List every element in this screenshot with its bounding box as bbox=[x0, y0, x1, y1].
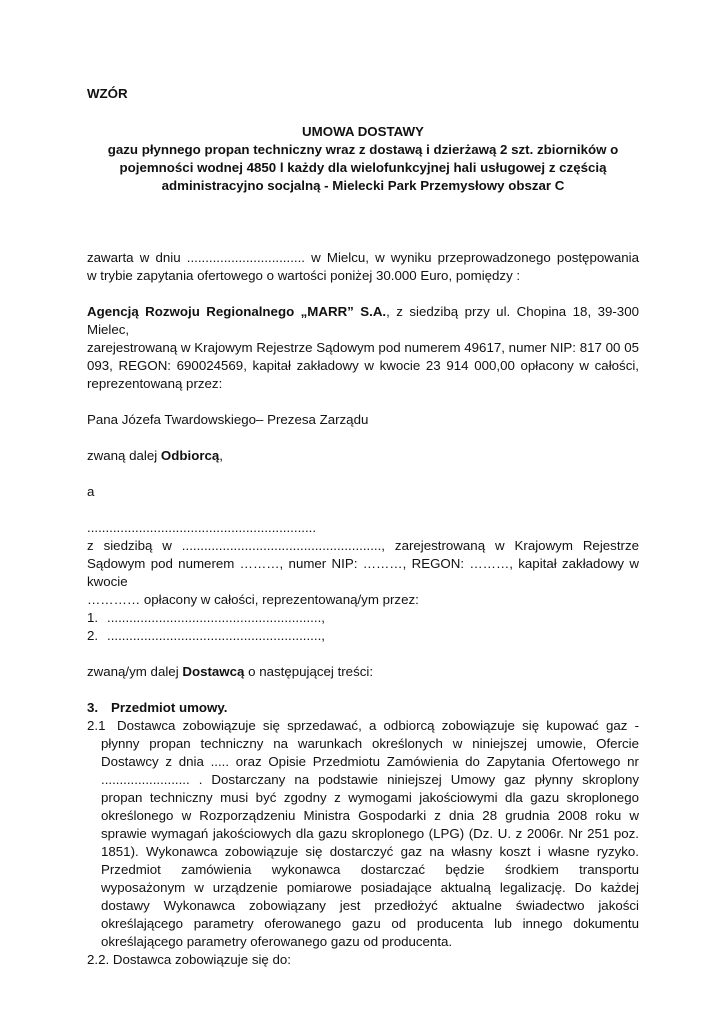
spacer bbox=[87, 195, 639, 249]
party1-called-prefix: zwaną dalej bbox=[87, 448, 161, 463]
party2-rep-1 bbox=[87, 609, 639, 627]
clause-2-1-body bbox=[101, 735, 639, 951]
party1-line-2: zarejestrowaną w Krajowym Rejestrze Sądowym pod numerem 49617, numer NIP: 817 00 05 bbox=[87, 340, 639, 355]
party1-representative: Pana Józefa Twardowskiego– Prezesa Zarządu bbox=[87, 412, 369, 427]
party2-called bbox=[87, 663, 639, 681]
section-number: 3. bbox=[87, 700, 99, 715]
clause-2-1 bbox=[87, 717, 639, 735]
title-block bbox=[87, 123, 639, 195]
clause-line: wyposażonym w urządzenie pomiarowe posiadające aktualną legalizację. Do każdej bbox=[101, 880, 639, 895]
clause-line: sprawie wymagań jakościowych dla gazu skroplonego (LPG) (Dz. U. z 2006r. Nr 251 poz. bbox=[101, 826, 639, 841]
clause-line: określającego parametry oferowanego gazu od producenta lub innego dokumentu bbox=[101, 916, 639, 931]
clause-line: propan techniczny musi być zgodny z wymogami jakościowymi dla gazu skroplonego bbox=[101, 790, 639, 805]
spacer bbox=[87, 429, 639, 447]
party1-name: Agencją Rozwoju Regionalnego „MARR” S.A. bbox=[87, 304, 387, 319]
party1-called-suffix: , bbox=[219, 448, 223, 463]
list-number: 1. bbox=[87, 610, 99, 625]
party1-called-name: Odbiorcą bbox=[160, 448, 220, 463]
party2-line-1: z siedzibą w ......................................................, zarejestrowaną w Krajowym Rejestrze bbox=[87, 538, 639, 553]
list-text: .........................................................., bbox=[107, 610, 325, 625]
clause-last-line: określającego parametry oferowanego gazu od producenta. bbox=[101, 934, 453, 949]
party1-line-1 bbox=[87, 303, 639, 339]
clause-line: Przedmiot zamówienia wykonawca dostarczać będzie środkiem transportu bbox=[101, 862, 639, 877]
spacer bbox=[87, 393, 639, 411]
contract-subtitle-line-1: gazu płynnego propan techniczny wraz z dostawą i dzierżawą 2 szt. zbiorników o bbox=[107, 142, 619, 157]
section-title: Przedmiot umowy. bbox=[111, 700, 228, 715]
spacer bbox=[87, 285, 639, 303]
spacer bbox=[87, 681, 639, 699]
party1-called bbox=[87, 447, 639, 465]
clause-line: 1851). Wykonawca zobowiązuje się dostarczyć gaz na własny koszt i własne ryzyko. bbox=[101, 844, 639, 859]
document-content bbox=[87, 85, 639, 969]
spacer bbox=[87, 645, 639, 663]
clause-line: ........................ . Dostarczany na podstawie niniejszej Umowy gaz płynny skroplony bbox=[101, 772, 639, 787]
clause-line: Dostawcy z dnia ..... oraz Opisie Przedmiotu Zamówienia do Zapytania Ofertowego nr bbox=[101, 754, 639, 769]
spacer bbox=[87, 465, 639, 483]
clause-line: określonego w Rozporządzeniu Ministra Gospodarki z dnia 28 grudnia 2008 roku w bbox=[101, 808, 639, 823]
conjunction: a bbox=[87, 484, 95, 499]
template-label: WZÓR bbox=[87, 86, 128, 101]
clause-2-2: 2.2. Dostawca zobowiązuje się do: bbox=[87, 952, 291, 967]
clause-line: płynny propan techniczny na warunkach określonych w niniejszej umowie, Ofercie bbox=[101, 736, 639, 751]
clause-line: dostawy Wykonawca zobowiązany jest przedłożyć aktualne świadectwo jakości bbox=[101, 898, 639, 913]
party2-called-suffix: o następującej treści: bbox=[244, 664, 374, 679]
clause-first-line: Dostawca zobowiązuje się sprzedawać, a odbiorcą zobowiązuje się kupować gaz - bbox=[117, 718, 639, 733]
party2-name-blank: .............................................................. bbox=[87, 520, 317, 535]
spacer bbox=[87, 501, 639, 519]
contract-subtitle-line-3: administracyjno socjalną - Mielecki Park Przemysłowy obszar C bbox=[161, 178, 565, 193]
party2-line-2: Sądowym pod numerem ………, numer NIP: ………, REGON: ………, kapitał zakładowy w kwocie bbox=[87, 556, 639, 589]
party2-line-3: ………… opłacony w całości, reprezentowaną/ym przez: bbox=[87, 592, 419, 607]
party1-line-4: reprezentowaną przez: bbox=[87, 376, 223, 391]
clause-number: 2.1 bbox=[87, 718, 106, 733]
intro-line-1: zawarta w dniu ................................ w Mielcu, w wyniku przeprowadzonego postępowania bbox=[87, 250, 639, 265]
party2-called-prefix: zwaną/ym dalej bbox=[87, 664, 183, 679]
contract-title: UMOWA DOSTAWY bbox=[302, 124, 424, 139]
list-number: 2. bbox=[87, 628, 99, 643]
list-text: .........................................................., bbox=[107, 628, 325, 643]
party2-called-name: Dostawcą bbox=[182, 664, 245, 679]
intro-line-2: w trybie zapytania ofertowego o wartości poniżej 30.000 Euro, pomiędzy : bbox=[87, 268, 521, 283]
contract-subtitle-line-2: pojemności wodnej 4850 l każdy dla wielofunkcyjnej hali usługowej z częścią bbox=[119, 160, 607, 175]
party2-rep-2 bbox=[87, 627, 639, 645]
section-heading bbox=[87, 699, 639, 717]
party1-address: , z siedzibą przy ul. Chopina 18, 39-300 Mielec, bbox=[87, 304, 639, 337]
party1-line-3: 093, REGON: 690024569, kapitał zakładowy w kwocie 23 914 000,00 opłacony w całości, bbox=[87, 358, 639, 373]
